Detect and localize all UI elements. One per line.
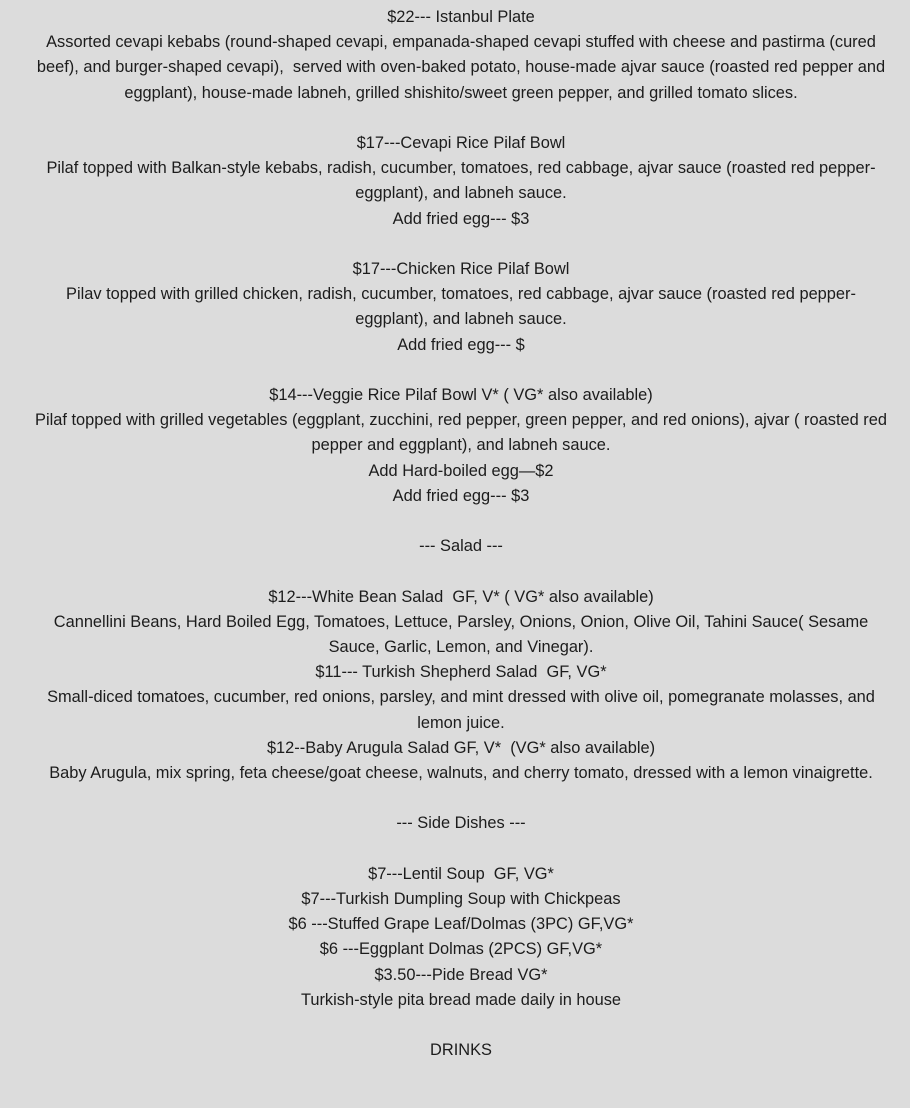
side-dishes-section-header: --- Side Dishes ---: [396, 814, 526, 833]
istanbul-plate-title: $22--- Istanbul Plate: [387, 8, 535, 26]
side-dish-item: $7---Lentil Soup GF, VG*: [368, 864, 554, 883]
istanbul-plate-description: Assorted cevapi kebabs (round-shaped cevapi, empanada-shaped cevapi stuffed with cheese and pastirma (cured beef), and burger-shaped cevapi), served with oven-baked potato, house-made ajvar sauce (roasted red pepper and eggplant), house-made labneh, grilled shishito/sweet green pepper, and grilled tomato slices.: [36, 33, 890, 102]
veggie-bowl-addon-egg: Add Hard-boiled egg—$2: [368, 461, 554, 480]
salad-section-header: --- Salad ---: [419, 537, 503, 556]
veggie-bowl-title: $14---Veggie Rice Pilaf Bowl V* ( VG* also available): [269, 386, 653, 404]
cevapi-bowl-addon: Add fried egg--- $3: [392, 209, 530, 228]
side-dish-item-description: Turkish-style pita bread made daily in house: [300, 990, 622, 1009]
arugula-salad-title: $12--Baby Arugula Salad GF, V* (VG* also available): [266, 738, 656, 757]
spacer: [30, 559, 892, 584]
side-dish-item: $6 ---Stuffed Grape Leaf/Dolmas (3PC) GF,VG*: [288, 915, 634, 934]
menu-document: [30, 5, 892, 1063]
side-dish-item: $3.50---Pide Bread VG*: [374, 965, 548, 984]
spacer: [30, 1013, 892, 1038]
spacer: [30, 786, 892, 811]
veggie-bowl-description: Pilaf topped with grilled vegetables (eggplant, zucchini, red pepper, green pepper, and red onions), ajvar ( roasted red pepper and eggplant), and labneh sauce.: [35, 411, 892, 455]
shepherd-salad-description: Small-diced tomatoes, cucumber, red onions, parsley, and mint dressed with olive oil, pomegranate molasses, and lemon juice.: [47, 688, 880, 732]
white-bean-salad-description: Cannellini Beans, Hard Boiled Egg, Tomatoes, Lettuce, Parsley, Onions, Onion, Olive Oil, Tahini Sauce( Sesame Sauce, Garlic, Lemon, and Vinegar).: [53, 612, 873, 656]
cevapi-bowl-title: $17---Cevapi Rice Pilaf Bowl: [356, 134, 566, 152]
spacer: [30, 509, 892, 534]
arugula-salad-description: Baby Arugula, mix spring, feta cheese/goat cheese, walnuts, and cherry tomato, dressed with a lemon vinaigrette.: [49, 764, 873, 783]
chicken-bowl-description: Pilav topped with grilled chicken, radish, cucumber, tomatoes, red cabbage, ajvar sauce (roasted red pepper-eggplant), and labneh sauce.: [66, 285, 856, 329]
side-dish-item: $6 ---Eggplant Dolmas (2PCS) GF,VG*: [319, 940, 603, 959]
chicken-bowl-addon: Add fried egg--- $: [397, 335, 525, 354]
side-dish-item: $7---Turkish Dumpling Soup with Chickpeas: [301, 890, 621, 908]
chicken-bowl-title: $17---Chicken Rice Pilaf Bowl: [352, 260, 570, 278]
white-bean-salad-title: $12---White Bean Salad GF, V* ( VG* also available): [268, 587, 654, 606]
veggie-bowl-addon-fried-egg: Add fried egg--- $3: [392, 486, 530, 505]
spacer: [30, 106, 892, 131]
spacer: [30, 837, 892, 862]
shepherd-salad-title: $11--- Turkish Shepherd Salad GF, VG*: [315, 663, 607, 682]
drinks-section-header: DRINKS: [430, 1041, 492, 1060]
spacer: [30, 232, 892, 257]
spacer: [30, 358, 892, 383]
cevapi-bowl-description: Pilaf topped with Balkan-style kebabs, radish, cucumber, tomatoes, red cabbage, ajvar sauce (roasted red pepper-eggplant), and labneh sauce.: [46, 159, 876, 203]
